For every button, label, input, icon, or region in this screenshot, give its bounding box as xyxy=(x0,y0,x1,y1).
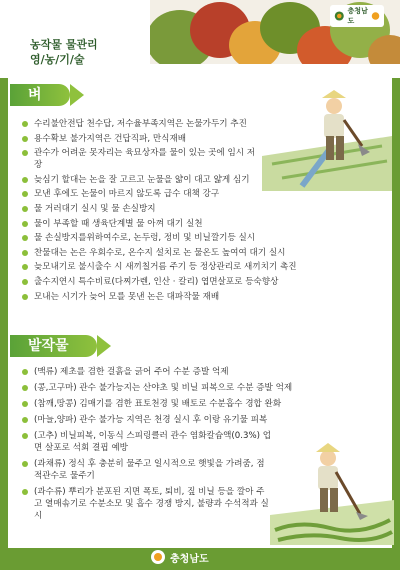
header-title-line1: 농작물 물관리 xyxy=(30,38,98,51)
list-item: 물 손실방지를위하여수로, 논두렁, 정비 및 비닐깔기등 실시 xyxy=(22,232,382,244)
footer-logo-text: 충청남도 xyxy=(170,553,209,565)
province-logo-icon xyxy=(150,549,166,565)
top-logo xyxy=(330,5,384,27)
list-item: (마늘,양파) 관수 불가능 지역은 천경 실시 후 이랑 유기물 피복 xyxy=(22,414,382,426)
list-item: 출수지연시 특수비료(다찌가렌, 인산 · 칼리) 엽면살포로 등숙향상 xyxy=(22,276,382,288)
top-logo-text: 충청남도 xyxy=(347,7,368,25)
list-item: 늦심기 할대는 논을 잘 고르고 눈물을 얇이 대고 얇게 심기 xyxy=(22,174,382,186)
list-item: (과채류) 정식 후 충분히 물주고 일시적으로 햇빛을 가려줌, 점적관수로 물주기 xyxy=(22,458,272,482)
list-item: (고추) 비닐피복, 이동식 스피링클러 관수 염화칼슘액(0.3%) 업면 살포로 석회 결핍 예방 xyxy=(22,430,272,454)
list-item: 늦모내기로 불시출수 시 새끼칠거름 주기 등 정상관리로 새끼치기 촉진 xyxy=(22,261,382,273)
list-item: 모내는 시기가 늦어 모를 못낸 논은 대파작물 재배 xyxy=(22,291,382,303)
farmer-hoeing-illustration xyxy=(270,440,394,545)
list-item: 모낸 후에도 논물이 마르지 않도록 급수 대책 강구 xyxy=(22,188,382,200)
section-label-field-crops: 밭작물 xyxy=(10,335,97,357)
list-item: 용수확보 불가지역은 건답직파, 만식재배 xyxy=(22,133,262,145)
header-title-line2: 영/농/기/술 xyxy=(30,53,85,66)
list-item: (콩,고구마) 관수 불가능지는 산야초 및 비닐 피복으로 수분 증발 억제 xyxy=(22,382,382,394)
list-item: 관수가 어려운 못자리는 육묘상자를 물이 있는 곳에 임시 저장 xyxy=(22,147,262,171)
list-item: 물 거러대기 실시 및 물 손실방지 xyxy=(22,203,382,215)
list-item: 찬물대는 논은 우회수로, 온수지 설치로 논 물온도 높여여 대기 실시 xyxy=(22,247,382,259)
province-logo-icon xyxy=(334,9,345,23)
section-label-rice: 벼 xyxy=(10,84,70,106)
list-item: (맥류) 제초를 겸한 걸흙을 긁어 주어 수분 증발 억제 xyxy=(22,366,382,378)
footer-logo xyxy=(150,548,250,566)
mascot-icon xyxy=(371,10,380,22)
list-item: (과수류) 뿌리가 분포된 지면 폭토, 퇴비, 짚 비닐 등을 깔아 주고 열매솎기로 수분소모 및 흡수 경쟁 방지, 불량과 수석적과 실시 xyxy=(22,486,272,522)
rice-list xyxy=(22,118,297,305)
list-item: 수리불안전답 천수답, 저수율부족지역은 논물가두기 추진 xyxy=(22,118,262,130)
header xyxy=(0,0,400,78)
list-item: 물이 부족할 때 생육단계별 물 아껴 대기 실천 xyxy=(22,218,382,230)
list-item: (참깨,땅콩) 김매기를 겸한 표토천경 및 배토로 수분흡수 경합 완화 xyxy=(22,398,382,410)
